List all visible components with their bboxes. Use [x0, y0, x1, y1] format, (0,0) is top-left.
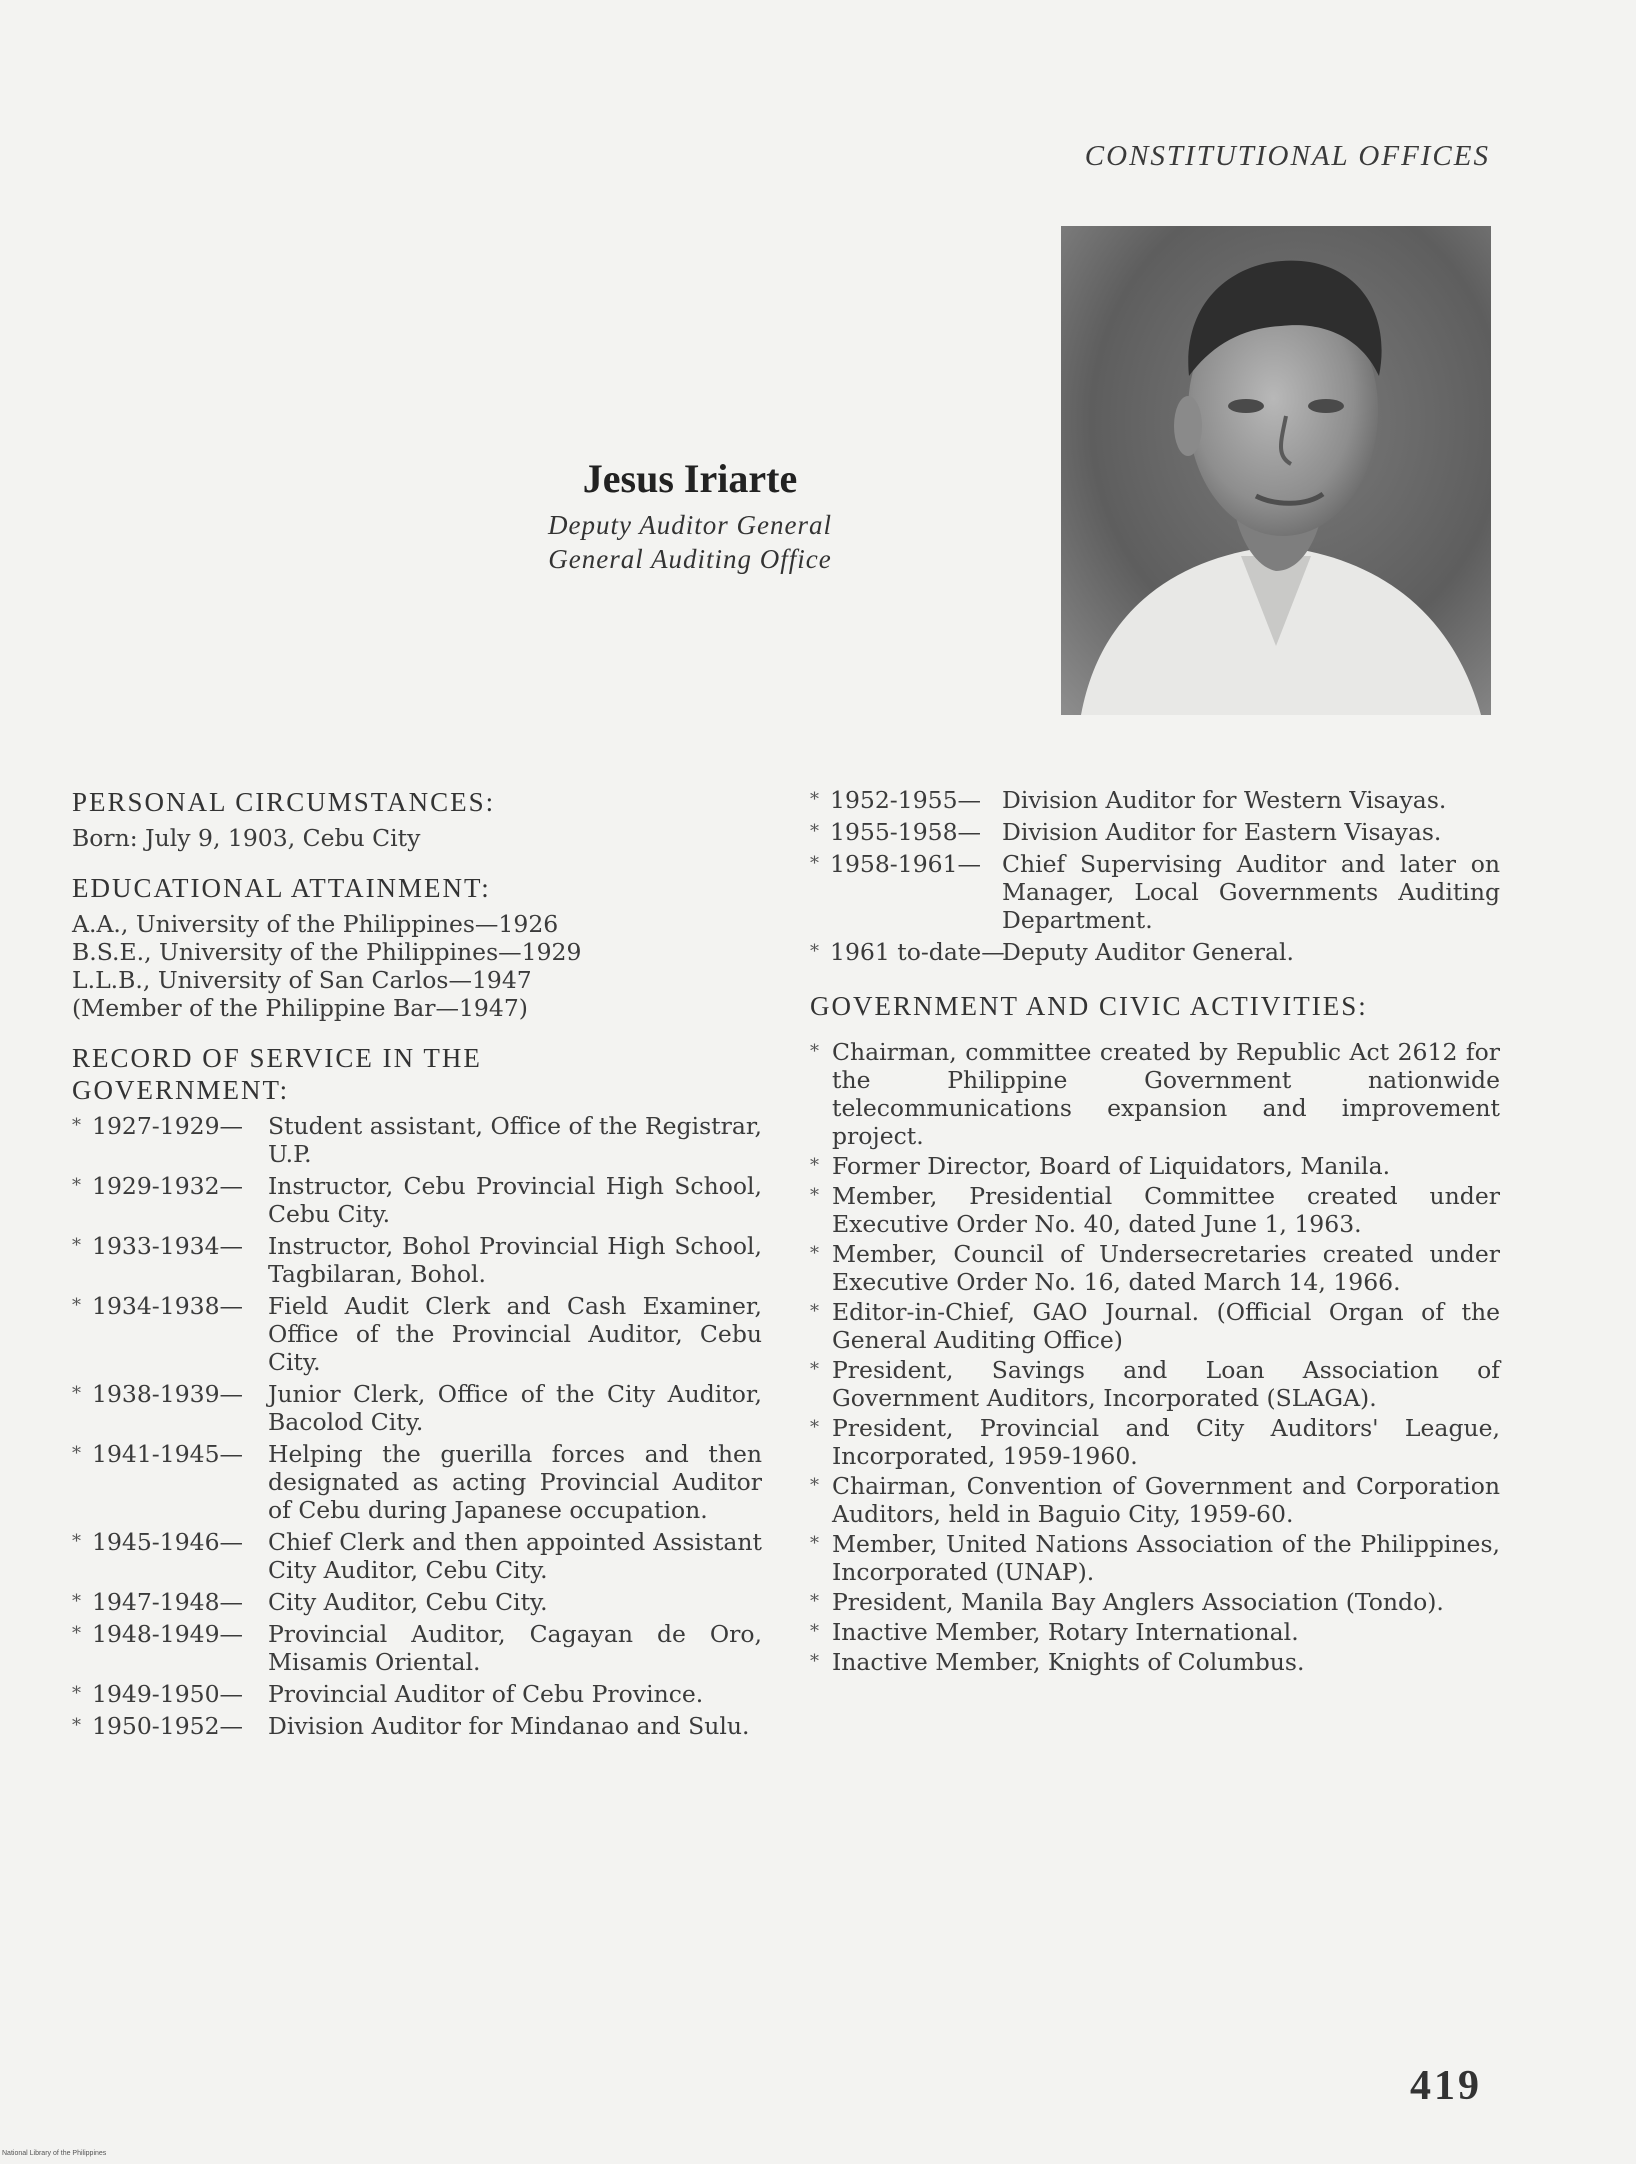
activity-text: President, Savings and Loan Association of Government Auditors, Incorporated (SLAGA).: [832, 1356, 1500, 1412]
service-years: 1949-1950—: [92, 1680, 244, 1708]
bullet-icon: *: [810, 941, 819, 962]
activity-item: [810, 1414, 1500, 1470]
bullet-icon: *: [810, 1591, 819, 1612]
bullet-icon: *: [810, 1475, 819, 1496]
service-years: 1948-1949—: [92, 1620, 244, 1648]
personal-heading: PERSONAL CIRCUMSTANCES:: [72, 787, 496, 817]
service-entry: [72, 1620, 762, 1676]
service-description: Deputy Auditor General.: [1002, 938, 1295, 966]
bullet-icon: *: [72, 1591, 81, 1612]
service-description: Chief Supervising Auditor and later on Manager, Local Governments Auditing Department.: [1002, 850, 1500, 934]
service-heading-line-2: GOVERNMENT:: [72, 1075, 290, 1105]
service-description: Chief Clerk and then appointed Assistant City Auditor, Cebu City.: [268, 1528, 762, 1584]
service-description: Instructor, Cebu Provincial High School, Cebu City.: [268, 1172, 762, 1228]
bullet-icon: *: [810, 1621, 819, 1642]
service-years: 1955-1958—: [830, 818, 982, 846]
service-entry: [72, 1440, 762, 1524]
education-line: A.A., University of the Philippines—1926: [72, 910, 559, 938]
activity-item: [810, 1530, 1500, 1586]
bullet-icon: *: [810, 1417, 819, 1438]
person-office: General Auditing Office: [548, 544, 832, 574]
service-years: 1929-1932—: [92, 1172, 244, 1200]
bullet-icon: *: [72, 1683, 81, 1704]
education-heading: EDUCATIONAL ATTAINMENT:: [72, 873, 491, 903]
service-years: 1952-1955—: [830, 786, 982, 814]
service-description: Field Audit Clerk and Cash Examiner, Office of the Provincial Auditor, Cebu City.: [268, 1292, 762, 1376]
bullet-icon: *: [72, 1115, 81, 1136]
service-entry: [72, 1712, 762, 1740]
service-description: Instructor, Bohol Provincial High School, Tagbilaran, Bohol.: [268, 1232, 762, 1288]
bullet-icon: *: [72, 1623, 81, 1644]
service-entry: [810, 938, 1500, 966]
service-years: 1941-1945—: [92, 1440, 244, 1468]
activity-text: Member, Presidential Committee created under Executive Order No. 40, dated June 1, 1963.: [832, 1182, 1500, 1238]
activity-item: [810, 1618, 1500, 1646]
activity-item: [810, 1588, 1500, 1616]
service-years: 1938-1939—: [92, 1380, 244, 1408]
service-entry: [72, 1232, 762, 1288]
activity-item: [810, 1182, 1500, 1238]
activity-text: Member, United Nations Association of the Philippines, Incorporated (UNAP).: [832, 1530, 1500, 1586]
service-entry: [810, 818, 1500, 846]
activity-text: Inactive Member, Rotary International.: [832, 1618, 1299, 1646]
bullet-icon: *: [810, 1651, 819, 1672]
activity-text: Chairman, committee created by Republic Act 2612 for the Philippine Government nationwide telecommunications expansion and improvement project.: [832, 1038, 1500, 1150]
bullet-icon: *: [810, 821, 819, 842]
bullet-icon: *: [810, 1185, 819, 1206]
service-years: 1933-1934—: [92, 1232, 244, 1260]
service-description: Division Auditor for Western Visayas.: [1002, 786, 1447, 814]
bullet-icon: *: [72, 1715, 81, 1736]
service-years: 1945-1946—: [92, 1528, 244, 1556]
bullet-icon: *: [810, 1041, 819, 1062]
bullet-icon: *: [72, 1295, 81, 1316]
bullet-icon: *: [72, 1443, 81, 1464]
activity-item: [810, 1152, 1500, 1180]
left-column: [72, 786, 762, 1744]
service-description: Provincial Auditor of Cebu Province.: [268, 1680, 704, 1708]
bullet-icon: *: [810, 1243, 819, 1264]
bullet-icon: *: [810, 1359, 819, 1380]
bullet-icon: *: [810, 789, 819, 810]
service-description: Helping the guerilla forces and then designated as acting Provincial Auditor of Cebu during Japanese occupation.: [268, 1440, 762, 1524]
activity-item: [810, 1648, 1500, 1676]
footer-credit: National Library of the Philippines: [2, 2150, 107, 2157]
service-entry: [72, 1380, 762, 1436]
bullet-icon: *: [810, 1301, 819, 1322]
born-line: Born: July 9, 1903, Cebu City: [72, 824, 421, 852]
education-line: B.S.E., University of the Philippines—1929: [72, 938, 582, 966]
activity-item: [810, 1038, 1500, 1150]
service-entry: [72, 1528, 762, 1584]
service-description: Provincial Auditor, Cagayan de Oro, Misamis Oriental.: [268, 1620, 762, 1676]
service-entry: [72, 1588, 762, 1616]
service-entry: [810, 786, 1500, 814]
activity-item: [810, 1240, 1500, 1296]
service-entry: [810, 850, 1500, 934]
service-entry: [72, 1112, 762, 1168]
page-number: 419: [1410, 2063, 1482, 2109]
bullet-icon: *: [72, 1531, 81, 1552]
education-line: L.L.B., University of San Carlos—1947: [72, 966, 532, 994]
activity-item: [810, 1356, 1500, 1412]
service-entry: [72, 1680, 762, 1708]
bullet-icon: *: [72, 1235, 81, 1256]
service-years: 1947-1948—: [92, 1588, 244, 1616]
bullet-icon: *: [72, 1383, 81, 1404]
activity-item: [810, 1298, 1500, 1354]
activity-item: [810, 1472, 1500, 1528]
person-header: [490, 455, 890, 576]
service-description: City Auditor, Cebu City.: [268, 1588, 548, 1616]
activity-text: President, Manila Bay Anglers Association (Tondo).: [832, 1588, 1444, 1616]
activity-text: Member, Council of Undersecretaries created under Executive Order No. 16, dated March 14, 1966.: [832, 1240, 1500, 1296]
right-column: [810, 786, 1500, 1678]
service-years: 1934-1938—: [92, 1292, 244, 1320]
service-years: 1961 to-date—: [830, 938, 1005, 966]
bullet-icon: *: [810, 1155, 819, 1176]
service-years: 1958-1961—: [830, 850, 982, 878]
activity-text: Former Director, Board of Liquidators, Manila.: [832, 1152, 1391, 1180]
service-description: Student assistant, Office of the Registrar, U.P.: [268, 1112, 762, 1168]
service-years: 1950-1952—: [92, 1712, 244, 1740]
bullet-icon: *: [72, 1175, 81, 1196]
service-entry: [72, 1292, 762, 1376]
activity-text: Chairman, Convention of Government and Corporation Auditors, held in Baguio City, 1959-60.: [832, 1472, 1500, 1528]
bullet-icon: *: [810, 853, 819, 874]
person-position: Deputy Auditor General: [548, 510, 832, 540]
activity-text: President, Provincial and City Auditors' League, Incorporated, 1959-1960.: [832, 1414, 1500, 1470]
education-line: (Member of the Philippine Bar—1947): [72, 994, 528, 1022]
service-description: Division Auditor for Mindanao and Sulu.: [268, 1712, 750, 1740]
service-description: Division Auditor for Eastern Visayas.: [1002, 818, 1442, 846]
person-name: Jesus Iriarte: [582, 456, 798, 501]
bullet-icon: *: [810, 1533, 819, 1554]
service-description: Junior Clerk, Office of the City Auditor, Bacolod City.: [268, 1380, 762, 1436]
service-years: 1927-1929—: [92, 1112, 244, 1140]
service-heading: [72, 1042, 762, 1106]
service-entry: [72, 1172, 762, 1228]
service-heading-line-1: RECORD OF SERVICE IN THE: [72, 1043, 482, 1073]
running-head: CONSTITUTIONAL OFFICES: [1084, 140, 1490, 172]
portrait-photo: [1061, 226, 1491, 715]
activity-text: Inactive Member, Knights of Columbus.: [832, 1648, 1305, 1676]
portrait-illustration: [1061, 226, 1491, 715]
activities-heading: GOVERNMENT AND CIVIC ACTIVITIES:: [810, 991, 1368, 1021]
activity-text: Editor-in-Chief, GAO Journal. (Official Organ of the General Auditing Office): [832, 1298, 1500, 1354]
